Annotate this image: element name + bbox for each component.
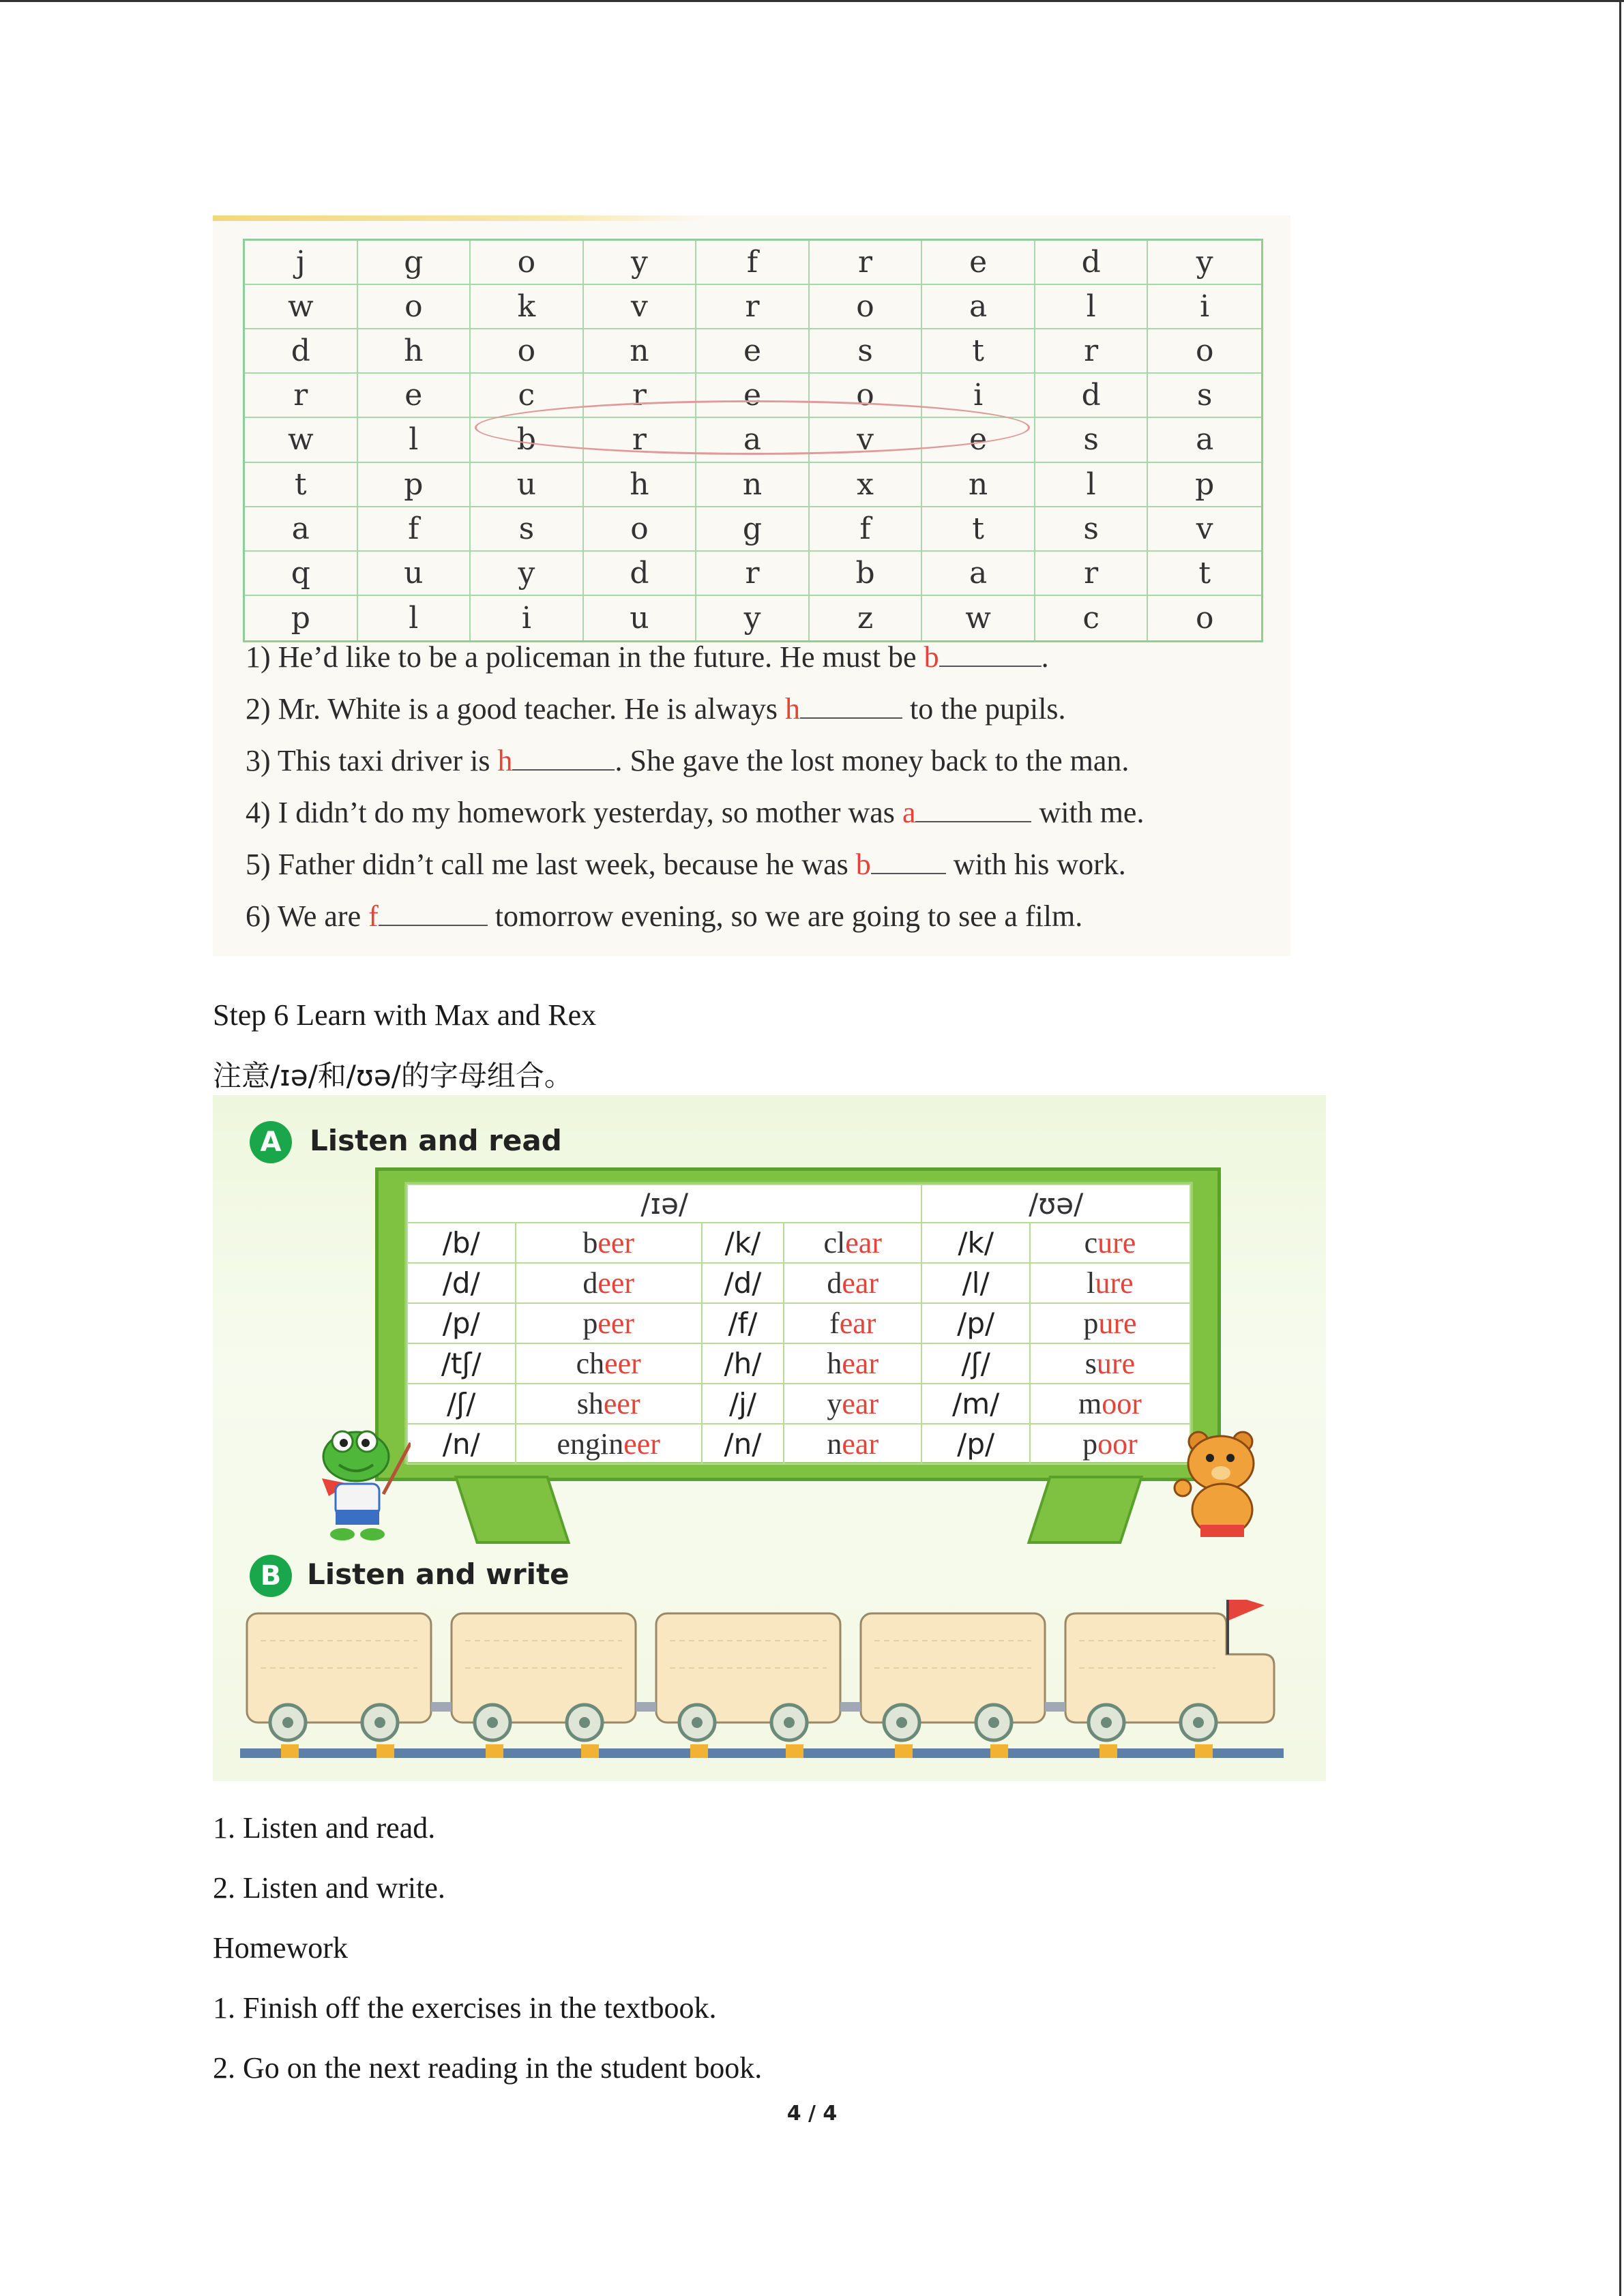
example-word [1030,1343,1190,1384]
word-stem: engin [557,1427,624,1461]
sound-symbol: /p/ [921,1424,1030,1464]
sound-symbol: /p/ [921,1303,1030,1343]
grid-cell: y [471,552,584,596]
grid-cell: e [358,374,471,418]
grid-cell: v [810,418,923,462]
grid-cell: y [1148,241,1261,285]
sound-symbol: /n/ [407,1424,516,1464]
step-item-2: 2. Listen and write. [213,1871,445,1905]
grid-cell: i [471,596,584,640]
letter-combination: eer [623,1427,660,1461]
letter-combination: eer [597,1307,635,1340]
sentence-text: . [1041,640,1049,674]
page-number: 4 / 4 [786,2102,838,2126]
sound-symbol: /d/ [702,1263,784,1303]
sentence-text: 4) I didn’t do my homework yesterday, so mother was [246,796,902,829]
grid-cell: y [696,596,810,640]
grid-cell: o [471,329,584,374]
example-word [516,1303,702,1343]
grid-cell: h [584,463,697,507]
sound-symbol: /k/ [921,1223,1030,1263]
sound-symbol: /ʃ/ [921,1343,1030,1384]
grid-cell: f [358,507,471,552]
phonics-row [407,1303,1190,1343]
grid-cell: o [584,507,697,552]
grid-cell: c [471,374,584,418]
grid-cell: t [1148,552,1261,596]
grid-cell: a [1148,418,1261,462]
grid-cell: u [471,463,584,507]
letter-combination: ure [1097,1226,1136,1259]
grid-cell: w [922,596,1035,640]
answer-blank [915,798,1031,822]
word-stem: h [827,1347,842,1380]
header-ie-sound: /ɪə/ [407,1184,921,1223]
board-leg-left [454,1476,570,1544]
phonics-board-panel [404,1182,1193,1464]
word-stem: p [582,1307,598,1340]
sound-symbol: /b/ [407,1223,516,1263]
grid-cell: s [1035,418,1149,462]
sentence-1 [246,631,1282,683]
homework-item-1: 1. Finish off the exercises in the textbook. [213,1991,717,2025]
grid-cell: u [584,596,697,640]
word-stem: y [827,1387,842,1420]
grid-cell: j [245,241,358,285]
sound-symbol: /tʃ/ [407,1343,516,1384]
letter-combination: eer [597,1266,635,1300]
figure-top-strip [213,215,704,221]
sound-symbol: /j/ [702,1384,784,1424]
sentence-3 [246,735,1282,787]
letter-combination: ear [839,1307,876,1340]
grid-cell: i [1148,285,1261,329]
word-stem: d [582,1266,598,1300]
grid-cell: n [696,463,810,507]
word-stem: n [827,1427,842,1461]
word-stem: sh [576,1387,604,1420]
phonics-row [407,1424,1190,1464]
word-stem: ch [576,1347,605,1380]
grid-cell: o [810,285,923,329]
grid-cell: o [810,374,923,418]
example-word [1030,1384,1190,1424]
example-word [784,1263,921,1303]
example-word [784,1343,921,1384]
bear-rex-illustration [1168,1422,1270,1545]
grid-cell: o [358,285,471,329]
sentence-text: 6) We are [246,899,369,933]
word-stem: l [1087,1266,1095,1300]
homework-heading: Homework [213,1931,348,1965]
header-ue-sound: /ʊə/ [921,1184,1190,1223]
grid-cell: l [1035,285,1149,329]
sound-symbol: /h/ [702,1343,784,1384]
sentence-text: 2) Mr. White is a good teacher. He is always [246,692,785,726]
hint-letter: h [497,744,513,777]
word-stem: c [1084,1226,1098,1259]
phonics-row [407,1384,1190,1424]
grid-cell: y [584,241,697,285]
grid-cell: r [810,241,923,285]
example-word [1030,1263,1190,1303]
sentence-text: 1) He’d like to be a policeman in the future. He must be [246,640,924,674]
section-a-title: Listen and read [310,1124,562,1157]
grid-cell: d [584,552,697,596]
letter-combination: ear [845,1226,882,1259]
grid-cell: c [1035,596,1149,640]
example-word [516,1384,702,1424]
grid-cell: u [358,552,471,596]
grid-cell: d [1035,241,1149,285]
letter-combination: ure [1096,1347,1136,1380]
letter-combination: eer [603,1387,640,1420]
grid-cell: v [584,285,697,329]
letter-combination: ear [842,1427,879,1461]
grid-cell: b [810,552,923,596]
sound-symbol: /m/ [921,1384,1030,1424]
grid-cell: x [810,463,923,507]
example-word [516,1343,702,1384]
fill-in-sentences [246,631,1282,942]
page-top-border [0,0,1624,2]
grid-cell: z [810,596,923,640]
sentence-text: 3) This taxi driver is [246,744,498,777]
grid-cell: e [922,241,1035,285]
grid-cell: f [696,241,810,285]
step-item-1: 1. Listen and read. [213,1811,436,1845]
letter-combination: oor [1102,1387,1142,1420]
grid-cell: l [358,596,471,640]
answer-blank [939,642,1042,667]
word-stem: s [1084,1347,1097,1380]
hint-letter: a [902,796,916,829]
grid-cell: s [1148,374,1261,418]
grid-cell: e [696,329,810,374]
grid-cell: a [922,285,1035,329]
grid-cell: b [471,418,584,462]
sentence-4 [246,787,1282,839]
example-word [1030,1223,1190,1263]
step6-note: 注意/ɪə/和/ʊə/的字母组合。 [213,1059,573,1092]
grid-cell: g [696,507,810,552]
grid-cell: n [584,329,697,374]
grid-cell: t [922,329,1035,374]
grid-cell: d [245,329,358,374]
grid-cell: r [696,285,810,329]
sound-symbol: /p/ [407,1303,516,1343]
grid-cell: w [245,285,358,329]
example-word [1030,1424,1190,1464]
sentence-text: with me. [1031,796,1145,829]
letter-combination: eer [597,1226,635,1259]
circled-word-brave [475,400,1030,455]
phonics-row [407,1343,1190,1384]
grid-cell: l [358,418,471,462]
grid-cell: r [584,374,697,418]
grid-cell: o [1148,329,1261,374]
grid-cell: a [245,507,358,552]
answer-blank [871,850,946,874]
grid-cell: s [810,329,923,374]
grid-cell: a [922,552,1035,596]
word-stem: b [582,1226,598,1259]
word-stem: f [829,1307,840,1340]
phonics-row [407,1223,1190,1263]
wordsearch-figure [213,215,1290,956]
page-right-border [1619,0,1621,2296]
word-stem: cl [823,1226,846,1259]
grid-cell: i [922,374,1035,418]
hint-letter: f [368,899,379,933]
grid-cell: p [358,463,471,507]
grid-cell: e [922,418,1035,462]
example-word [516,1223,702,1263]
grid-cell: r [1035,329,1149,374]
grid-cell: p [245,596,358,640]
sentence-text: . She gave the lost money back to the man. [615,744,1130,777]
example-word [516,1263,702,1303]
grid-cell: r [696,552,810,596]
grid-cell: r [245,374,358,418]
board-leg-right [1027,1476,1143,1544]
grid-cell: q [245,552,358,596]
phonics-table [407,1184,1191,1465]
sound-symbol: /ʃ/ [407,1384,516,1424]
homework-item-2: 2. Go on the next reading in the student book. [213,2051,763,2085]
sentence-2 [246,683,1282,735]
sentence-text: 5) Father didn’t call me last week, because he was [246,848,856,881]
frog-max-illustration [301,1416,411,1545]
sound-symbol: /k/ [702,1223,784,1263]
phonics-figure [213,1095,1326,1781]
example-word [784,1384,921,1424]
grid-cell: t [245,463,358,507]
grid-cell: w [245,418,358,462]
letter-combination: ear [842,1347,879,1380]
example-word [784,1303,921,1343]
word-stem: m [1078,1387,1102,1420]
grid-cell: h [358,329,471,374]
sound-symbol: /l/ [921,1263,1030,1303]
phonics-row [407,1263,1190,1303]
section-b-title: Listen and write [307,1557,570,1591]
letter-combination: ear [842,1387,879,1420]
answer-blank [512,746,615,771]
sentence-text: to the pupils. [902,692,1066,726]
letter-combination: ear [842,1266,879,1300]
section-b-badge: B [250,1555,292,1597]
letter-combination: oor [1097,1427,1138,1461]
grid-cell: d [1035,374,1149,418]
sentence-5 [246,839,1282,891]
sound-symbol: /d/ [407,1263,516,1303]
grid-cell: o [471,241,584,285]
letter-combination: eer [604,1347,641,1380]
section-a-badge: A [250,1121,292,1163]
grid-cell: s [471,507,584,552]
grid-cell: p [1148,463,1261,507]
sound-symbol: /n/ [702,1424,784,1464]
word-stem: p [1083,1307,1099,1340]
letter-combination: ure [1098,1307,1137,1340]
answer-blank [379,901,488,926]
example-word [516,1424,702,1464]
answer-blank [800,694,902,719]
grid-cell: s [1035,507,1149,552]
grid-cell: o [1195,600,1214,636]
train-writing-cars [240,1600,1318,1763]
example-word [784,1424,921,1464]
sentence-text: tomorrow evening, so we are going to see a film. [487,899,1083,933]
hint-letter: b [924,640,939,674]
grid-cell: r [584,418,697,462]
grid-cell: e [696,374,810,418]
grid-cell: f [810,507,923,552]
grid-cell: l [1035,463,1149,507]
sound-symbol: /f/ [702,1303,784,1343]
letter-combination: ure [1095,1266,1134,1300]
grid-cell: k [471,285,584,329]
step6-heading: Step 6 Learn with Max and Rex [213,998,597,1032]
phonics-board [375,1167,1221,1481]
hint-letter: b [855,848,871,881]
grid-cell: n [922,463,1035,507]
hint-letter: h [785,692,800,726]
sentence-text: with his work. [945,848,1126,881]
grid-cell: v [1148,507,1261,552]
word-stem: p [1082,1427,1098,1461]
grid-cell: r [1035,552,1149,596]
example-word [784,1223,921,1263]
sentence-6 [246,891,1282,942]
example-word [1030,1303,1190,1343]
grid-cell: t [922,507,1035,552]
grid-cell: g [358,241,471,285]
word-stem: d [827,1266,842,1300]
grid-cell: a [696,418,810,462]
